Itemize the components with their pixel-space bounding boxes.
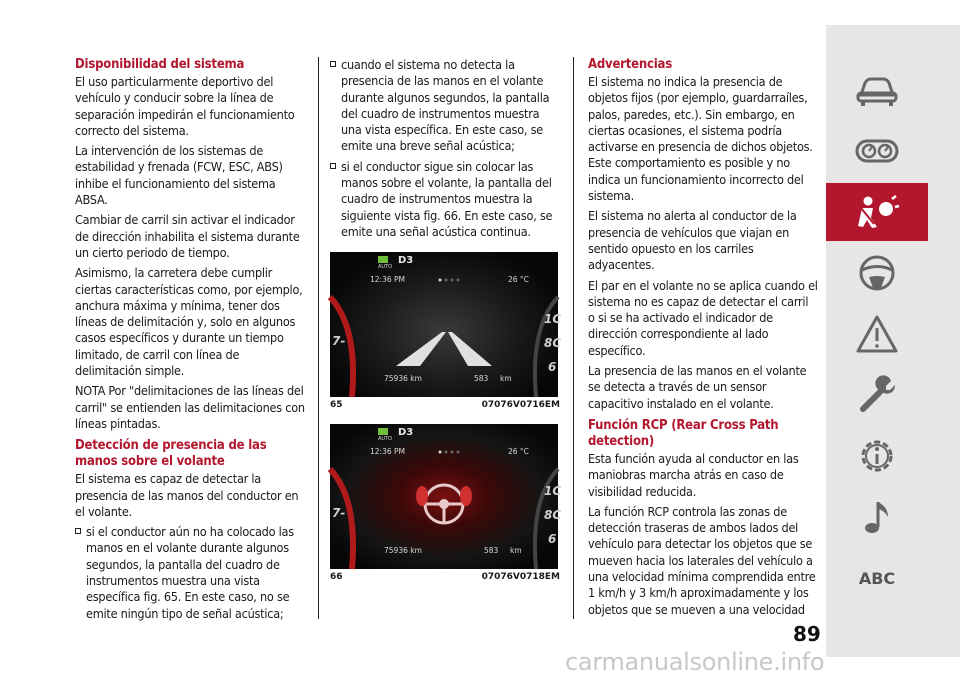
temperature-readout: 26 °C	[508, 275, 529, 285]
paragraph: Esta función ayuda al conductor en las maniobras marcha atrás en caso de visibilidad reducida.	[588, 450, 799, 499]
cluster-graphics	[330, 424, 558, 569]
paragraph: El sistema no alerta al conductor de la presencia de vehículos que viajan en sentido opuesto en los carriles adyacentes.	[588, 208, 797, 273]
section-heading: Detección de presencia de las manos sobre el volante	[75, 438, 267, 470]
steering-wheel-hands-icon	[416, 485, 472, 523]
section-heading: Función RCP (Rear Cross Path detection)	[588, 417, 779, 449]
car-icon	[855, 73, 899, 107]
bullet-item: si el conductor aún no ha colocado las manos en el volante durante algunos segundos, la pantalla del cuadro de instrumentos muestra una vista específica fig. 65. En este caso, no se emite ningún tipo de señal acústica;	[75, 524, 305, 622]
wrench-icon	[857, 375, 897, 415]
paragraph: La intervención de los sistemas de estabilidad y frenada (FCW, ESC, ABS) inhibe el funcionamiento del sistema ABSA.	[75, 143, 283, 208]
column-divider-1	[318, 57, 319, 619]
chapter-sidebar	[826, 25, 960, 657]
cluster-graphics	[330, 252, 558, 397]
paragraph: Cambiar de carril sin activar el indicador de dirección inhabilita el sistema durante un cierto periodo de tiempo.	[75, 212, 300, 260]
range-readout: 583	[484, 546, 499, 556]
sidebar-item-specifications[interactable]	[826, 427, 928, 485]
odometer-readout: 75936 km	[384, 546, 422, 556]
paragraph: La función RCP controla las zonas de detección traseras de ambos lados del vehículo para detectar los objetos que se mueven hacia los laterales del vehículo a una velocidad mínima comprendida entre 1 km/h y 3 km/h aproximadamente y los objetos que se mueven a una velocidad	[588, 503, 816, 617]
lane-line-left-icon	[396, 332, 446, 366]
warning-triangle-icon	[855, 314, 899, 354]
text-column-3	[588, 57, 818, 622]
note-paragraph: NOTA Por "delimitaciones de las líneas del carril" se entienden las delimitaciones con líneas pintadas.	[75, 383, 305, 431]
bullet-item: cuando el sistema no detecta la presencia de las manos en el volante durante algunos segundos, la pantalla del cuadro de instrumentos muestra una vista específica. En este caso, se emite una breve señal acústica;	[330, 57, 560, 155]
square-bullet-icon	[330, 163, 336, 169]
range-readout: 583	[474, 374, 489, 384]
section-heading: Disponibilidad del sistema	[75, 57, 245, 72]
sidebar-item-steering[interactable]	[826, 244, 928, 302]
airbag-seatbelt-icon	[855, 194, 899, 230]
sidebar-item-dashboard[interactable]	[826, 122, 928, 180]
paragraph: El sistema no indica la presencia de objetos fijos (por ejemplo, guardarraíles, palos, paredes, etc.). Sin embargo, en ciertas ocasiones, el sistema podría activarse en presencia de dichos objetos. Este comportamiento es posible y no indica un funcionamiento incorrecto del sistema.	[588, 74, 813, 204]
text-column-2	[330, 57, 560, 582]
paragraph: La presencia de las manos en el volante se detecta a través de un sensor capacitivo instalado en el volante.	[588, 363, 807, 411]
bullet-item: si el conductor sigue sin colocar las manos sobre el volante, la pantalla del cuadro de instrumentos muestra la siguiente vista fig. 66. En este caso, se emite una señal acústica continua.	[330, 159, 560, 240]
paragraph: El sistema es capaz de detectar la presencia de las manos del conductor en el volante.	[75, 471, 299, 519]
figure-caption: 65 07076V0716EM	[330, 400, 560, 411]
steering-wheel-icon	[857, 253, 897, 293]
gear-indicator: D3	[398, 427, 414, 439]
page-number: 89	[793, 622, 821, 646]
sidebar-item-multimedia[interactable]	[826, 488, 928, 546]
lane-assist-indicator-icon	[378, 428, 388, 435]
figure-66-cluster-display: AUTO D3 12:36 PM 26 °C 75936 km 583 km 7- 1C 8C 6	[330, 424, 558, 569]
clock-readout: 12:36 PM	[370, 447, 405, 457]
settings-info-icon	[856, 435, 898, 477]
sidebar-item-warnings[interactable]	[826, 305, 928, 363]
paragraph: El par en el volante no se aplica cuando el sistema no es capaz de detectar el carril o si se ha activado el indicador de dirección correspondiente al lado específico.	[588, 277, 818, 358]
odometer-readout: 75936 km	[384, 374, 422, 384]
sidebar-item-safety[interactable]	[826, 183, 928, 241]
sidebar-item-car[interactable]	[826, 61, 928, 119]
figure-65-cluster-display: AUTO D3 12:36 PM 26 °C 75936 km 583 km 7- 1C 8C 6	[330, 252, 558, 397]
clock-readout: 12:36 PM	[370, 275, 405, 285]
temperature-readout: 26 °C	[508, 447, 529, 457]
section-heading: Advertencias	[588, 57, 672, 72]
watermark: carmanualsonline.info	[565, 648, 825, 676]
square-bullet-icon	[330, 61, 336, 67]
figure-caption: 66 07076V0718EM	[330, 572, 560, 583]
lane-assist-indicator-icon	[378, 256, 388, 263]
square-bullet-icon	[75, 528, 81, 534]
text-column-1	[75, 57, 305, 626]
abc-label: ABC	[858, 568, 896, 588]
sidebar-item-maintenance[interactable]	[826, 366, 928, 424]
music-note-icon	[860, 497, 894, 537]
dashboard-icon	[855, 136, 899, 166]
paragraph: Asimismo, la carretera debe cumplir ciertas características como, por ejemplo, anchura máxima y mínima, tener dos líneas de delimitación y, solo en algunos casos específicos y durante un tiempo limitado, de carril con línea de delimitación simple.	[75, 265, 303, 379]
range-unit: km	[510, 546, 522, 556]
range-unit: km	[500, 374, 512, 384]
sidebar-item-index[interactable]	[826, 549, 928, 607]
lane-line-right-icon	[448, 332, 492, 366]
column-divider-2	[573, 57, 574, 619]
gear-indicator: D3	[398, 255, 414, 267]
paragraph: El uso particularmente deportivo del vehículo y conducir sobre la línea de separación impedirán el funcionamiento correcto del sistema.	[75, 74, 295, 138]
